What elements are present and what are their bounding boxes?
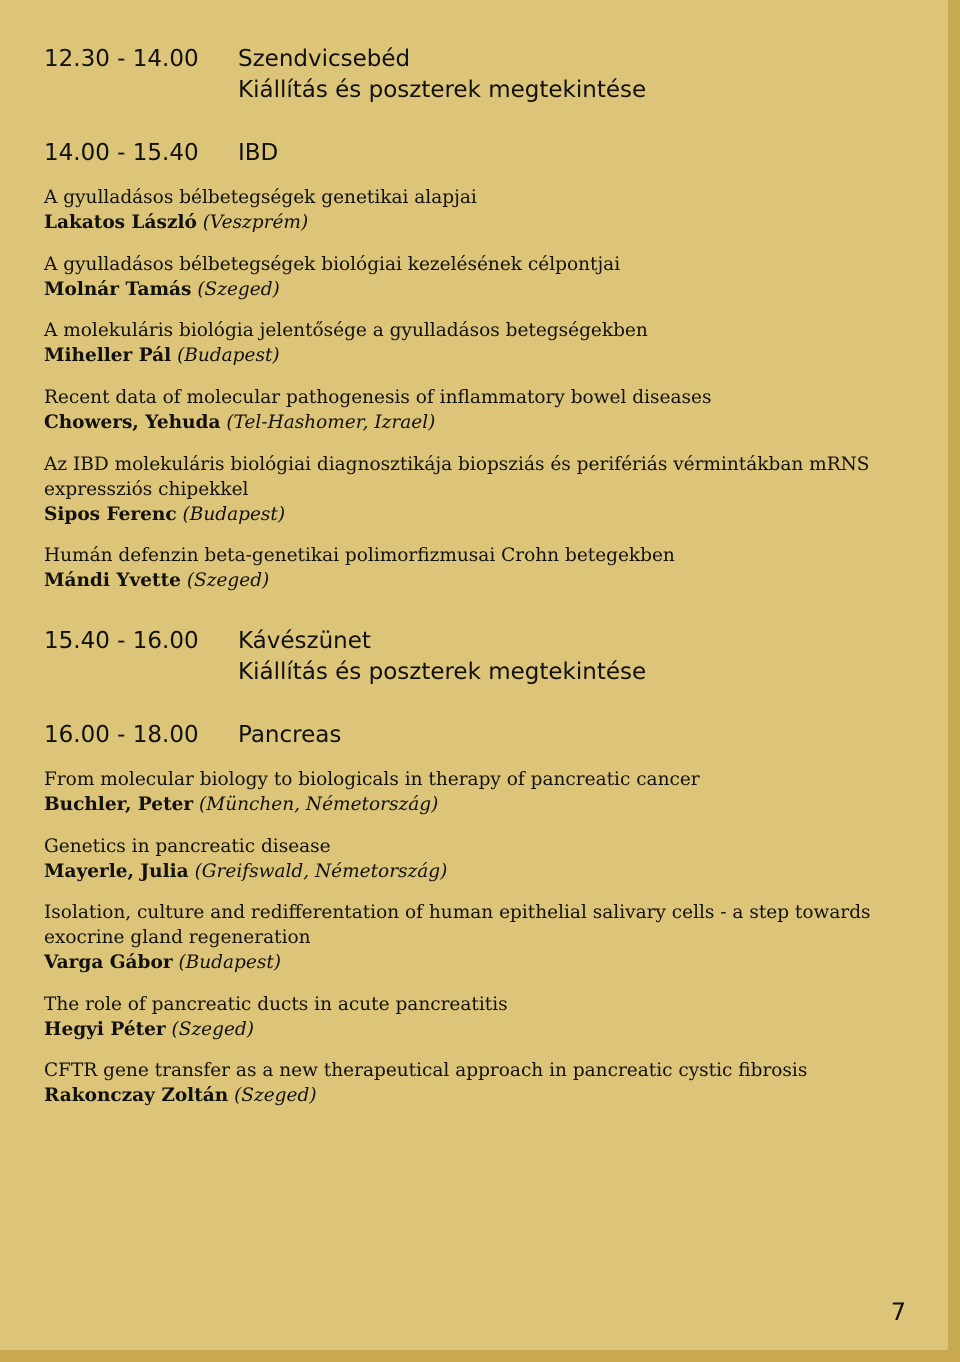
talk-speaker: Mándi Yvette: [44, 570, 181, 591]
talk-title: Recent data of molecular pathogenesis of inflammatory bowel diseases: [44, 387, 712, 408]
talk-item: [44, 767, 924, 817]
talk-title: Humán defenzin beta-genetikai polimorfizmusai Crohn betegekben: [44, 545, 675, 566]
talk-place: (Budapest): [177, 345, 280, 366]
talk-title: A gyulladásos bélbetegségek biológiai kezelésének célpontjai: [44, 254, 621, 275]
talk-speaker: Chowers, Yehuda: [44, 412, 221, 433]
talk-item: [44, 1058, 924, 1108]
talk-speaker: Varga Gábor: [44, 952, 173, 973]
session-coffee: [44, 626, 646, 688]
talk-item: [44, 385, 924, 435]
session-time: 15.40 - 16.00: [44, 628, 199, 654]
talk-title: From molecular biology to biologicals in therapy of pancreatic cancer: [44, 769, 700, 790]
talk-speaker: Buchler, Peter: [44, 794, 194, 815]
page-number: 7: [890, 1298, 906, 1326]
session-pancreas: [44, 720, 341, 751]
session-time: 14.00 - 15.40: [44, 140, 199, 166]
session-title: Pancreas: [238, 722, 342, 748]
talk-item: [44, 543, 924, 593]
talk-place: (Tel-Hashomer, Izrael): [226, 412, 436, 433]
session-subtitle: Kiállítás és poszterek megtekintése: [238, 77, 647, 103]
talk-title: A gyulladásos bélbetegségek genetikai alapjai: [44, 187, 477, 208]
talk-speaker: Mayerle, Julia: [44, 861, 189, 882]
talk-title: The role of pancreatic ducts in acute pancreatitis: [44, 994, 508, 1015]
talk-title: Az IBD molekuláris biológiai diagnosztikája biopsziás és perifériás vérmintákban mRNS expressziós chipekkel: [44, 454, 870, 500]
talk-speaker: Miheller Pál: [44, 345, 172, 366]
talk-speaker: Hegyi Péter: [44, 1019, 166, 1040]
talk-speaker: Lakatos László: [44, 212, 197, 233]
session-title: IBD: [238, 140, 279, 166]
talk-place: (Budapest): [182, 504, 286, 525]
session-time: 12.30 - 14.00: [44, 46, 199, 72]
talk-speaker: Sipos Ferenc: [44, 504, 177, 525]
session-lunch: [44, 44, 646, 106]
talk-place: (Szeged): [186, 570, 270, 591]
session-time: 16.00 - 18.00: [44, 722, 199, 748]
talk-title: A molekuláris biológia jelentősége a gyulladásos betegségekben: [44, 320, 648, 341]
talk-place: (Greifswald, Németország): [194, 861, 448, 882]
talk-item: [44, 992, 924, 1042]
talk-item: [44, 252, 924, 302]
talk-place: (Veszprém): [202, 212, 309, 233]
talk-place: (Budapest): [178, 952, 281, 973]
talk-speaker: Molnár Tamás: [44, 279, 192, 300]
talk-title: Isolation, culture and redifferentation of human epithelial salivary cells - a step towards exocrine gland regeneration: [44, 902, 871, 948]
talk-item: [44, 834, 924, 884]
session-title: Szendvicsebéd: [238, 46, 411, 72]
talk-place: (Szeged): [197, 279, 280, 300]
talk-item: [44, 452, 924, 527]
talk-item: [44, 185, 924, 235]
talk-place: (Szeged): [234, 1085, 317, 1106]
talk-item: [44, 900, 924, 975]
talk-title: CFTR gene transfer as a new therapeutical approach in pancreatic cystic fibrosis: [44, 1060, 808, 1081]
session-title: Kávészünet: [238, 628, 371, 654]
talk-title: Genetics in pancreatic disease: [44, 836, 331, 857]
session-ibd: [44, 138, 278, 169]
talk-speaker: Rakonczay Zoltán: [44, 1085, 229, 1106]
talk-place: (Szeged): [171, 1019, 254, 1040]
talk-place: (München, Németország): [199, 794, 439, 815]
talk-item: [44, 318, 924, 368]
session-subtitle: Kiállítás és poszterek megtekintése: [238, 659, 647, 685]
